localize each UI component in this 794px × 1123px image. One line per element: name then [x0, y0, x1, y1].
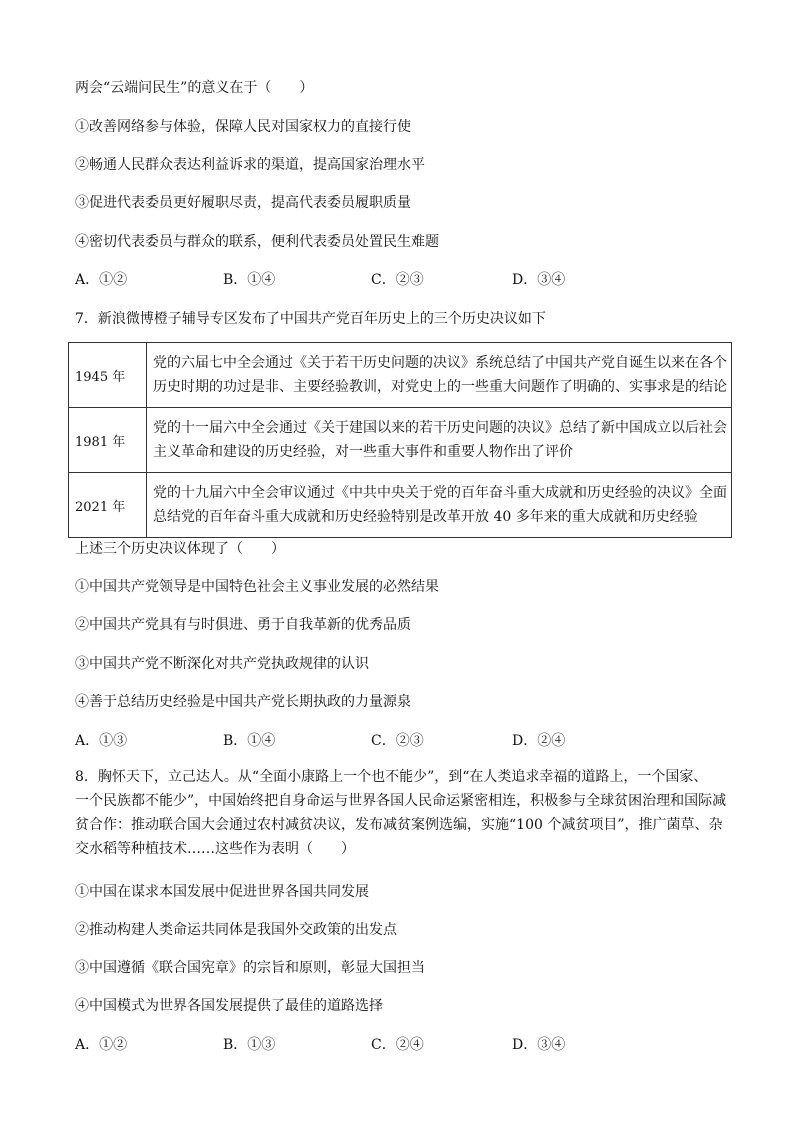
- table-row: [69, 343, 732, 408]
- q7-stem: 7．新浪微博橙子辅导专区发布了中国共产党百年历史上的三个历史决议如下: [75, 311, 546, 327]
- q7-choices: [75, 731, 735, 751]
- q7-option-4: ④善于总结历史经验是中国共产党长期执政的力量源泉: [75, 694, 411, 710]
- q8-stem-line: 交水稻等种植技术……这些作为表明（ ）: [75, 841, 355, 857]
- q8-choice-d: D．③④: [512, 1037, 566, 1053]
- table-description-line: 党的十一届六中全会通过《关于建国以来的若干历史问题的决议》总结了新中国成立以后社会: [153, 420, 727, 436]
- q7-choice-d: D．②④: [512, 733, 566, 749]
- table-description-line: 党的六届七中全会通过《关于若干历史问题的决议》系统总结了中国共产党自诞生以来在各个: [153, 355, 727, 371]
- table-description-line: 历史时期的功过是非、主要经验教训，对党史上的一些重大问题作了明确的、实事求是的结论: [153, 379, 727, 395]
- table-description-line: 总结党的百年奋斗重大成就和历史经验特别是改革开放 40 多年来的重大成就和历史经验: [153, 509, 698, 525]
- q8-stem: [75, 765, 735, 861]
- q7-choice-a: A．①③: [75, 733, 128, 749]
- q7-option-3: ③中国共产党不断深化对共产党执政规律的认识: [75, 656, 369, 672]
- table-row: [69, 408, 732, 473]
- table-row: [69, 473, 732, 538]
- q8-choice-a: A．①②: [75, 1037, 128, 1053]
- q6-option-2: ②畅通人民群众表达利益诉求的渠道，提高国家治理水平: [75, 157, 425, 173]
- q8-stem-line: 贫合作：推动联合国大会通过农村减贫决议，发布减贫案例选编，实施“100 个减贫项目”，推广菌草、杂: [75, 817, 723, 833]
- table-year-cell: 2021 年: [69, 473, 147, 538]
- q6-option-3: ③促进代表委员更好履职尽责，提高代表委员履职质量: [75, 195, 411, 211]
- q6-option-1: ①改善网络参与体验，保障人民对国家权力的直接行使: [75, 119, 411, 135]
- table-description-cell: [147, 343, 732, 408]
- q6-stem: 两会“云端问民生”的意义在于（ ）: [75, 80, 314, 96]
- q8-stem-line: 一个民族都不能少”，中国始终把自身命运与世界各国人民命运紧密相连，积极参与全球贫困治理和国际减: [75, 793, 727, 809]
- q6-choice-a: A．①②: [75, 272, 128, 288]
- table-description-cell: [147, 408, 732, 473]
- q6-choice-d: D．③④: [512, 272, 566, 288]
- q8-choice-b: B．①③: [223, 1037, 276, 1053]
- table-description-line: 主义革命和建设的历史经验，对一些重大事件和重要人物作出了评价: [153, 444, 573, 460]
- q8-option-3: ③中国遵循《联合国宪章》的宗旨和原则，彰显大国担当: [75, 960, 425, 976]
- q8-option-1: ①中国在谋求本国发展中促进世界各国共同发展: [75, 884, 369, 900]
- table-description-cell: [147, 473, 732, 538]
- q7-choice-c: C．②③: [371, 733, 424, 749]
- q8-choices: [75, 1035, 735, 1055]
- q6-choice-c: C．②③: [371, 272, 424, 288]
- q8-choice-c: C．②④: [371, 1037, 424, 1053]
- q6-choice-b: B．①④: [223, 272, 276, 288]
- q6-option-4: ④密切代表委员与群众的联系，便利代表委员处置民生难题: [75, 234, 439, 250]
- q7-question: 上述三个历史决议体现了（ ）: [75, 541, 285, 557]
- history-resolutions-table: [68, 342, 732, 538]
- q7-choice-b: B．①④: [223, 733, 276, 749]
- q7-option-1: ①中国共产党领导是中国特色社会主义事业发展的必然结果: [75, 579, 439, 595]
- table-year-cell: 1981 年: [69, 408, 147, 473]
- q8-option-4: ④中国模式为世界各国发展提供了最佳的道路选择: [75, 998, 383, 1014]
- table-description-line: 党的十九届六中全会审议通过《中共中央关于党的百年奋斗重大成就和历史经验的决议》全面: [153, 485, 727, 501]
- q6-choices: [75, 270, 735, 290]
- q8-stem-line: 8．胸怀天下，立己达人。从“全面小康路上一个也不能少”，到“在人类追求幸福的道路上，一个国家、: [75, 769, 708, 785]
- table-year-cell: 1945 年: [69, 343, 147, 408]
- q7-option-2: ②中国共产党具有与时俱进、勇于自我革新的优秀品质: [75, 617, 411, 633]
- q8-option-2: ②推动构建人类命运共同体是我国外交政策的出发点: [75, 922, 397, 938]
